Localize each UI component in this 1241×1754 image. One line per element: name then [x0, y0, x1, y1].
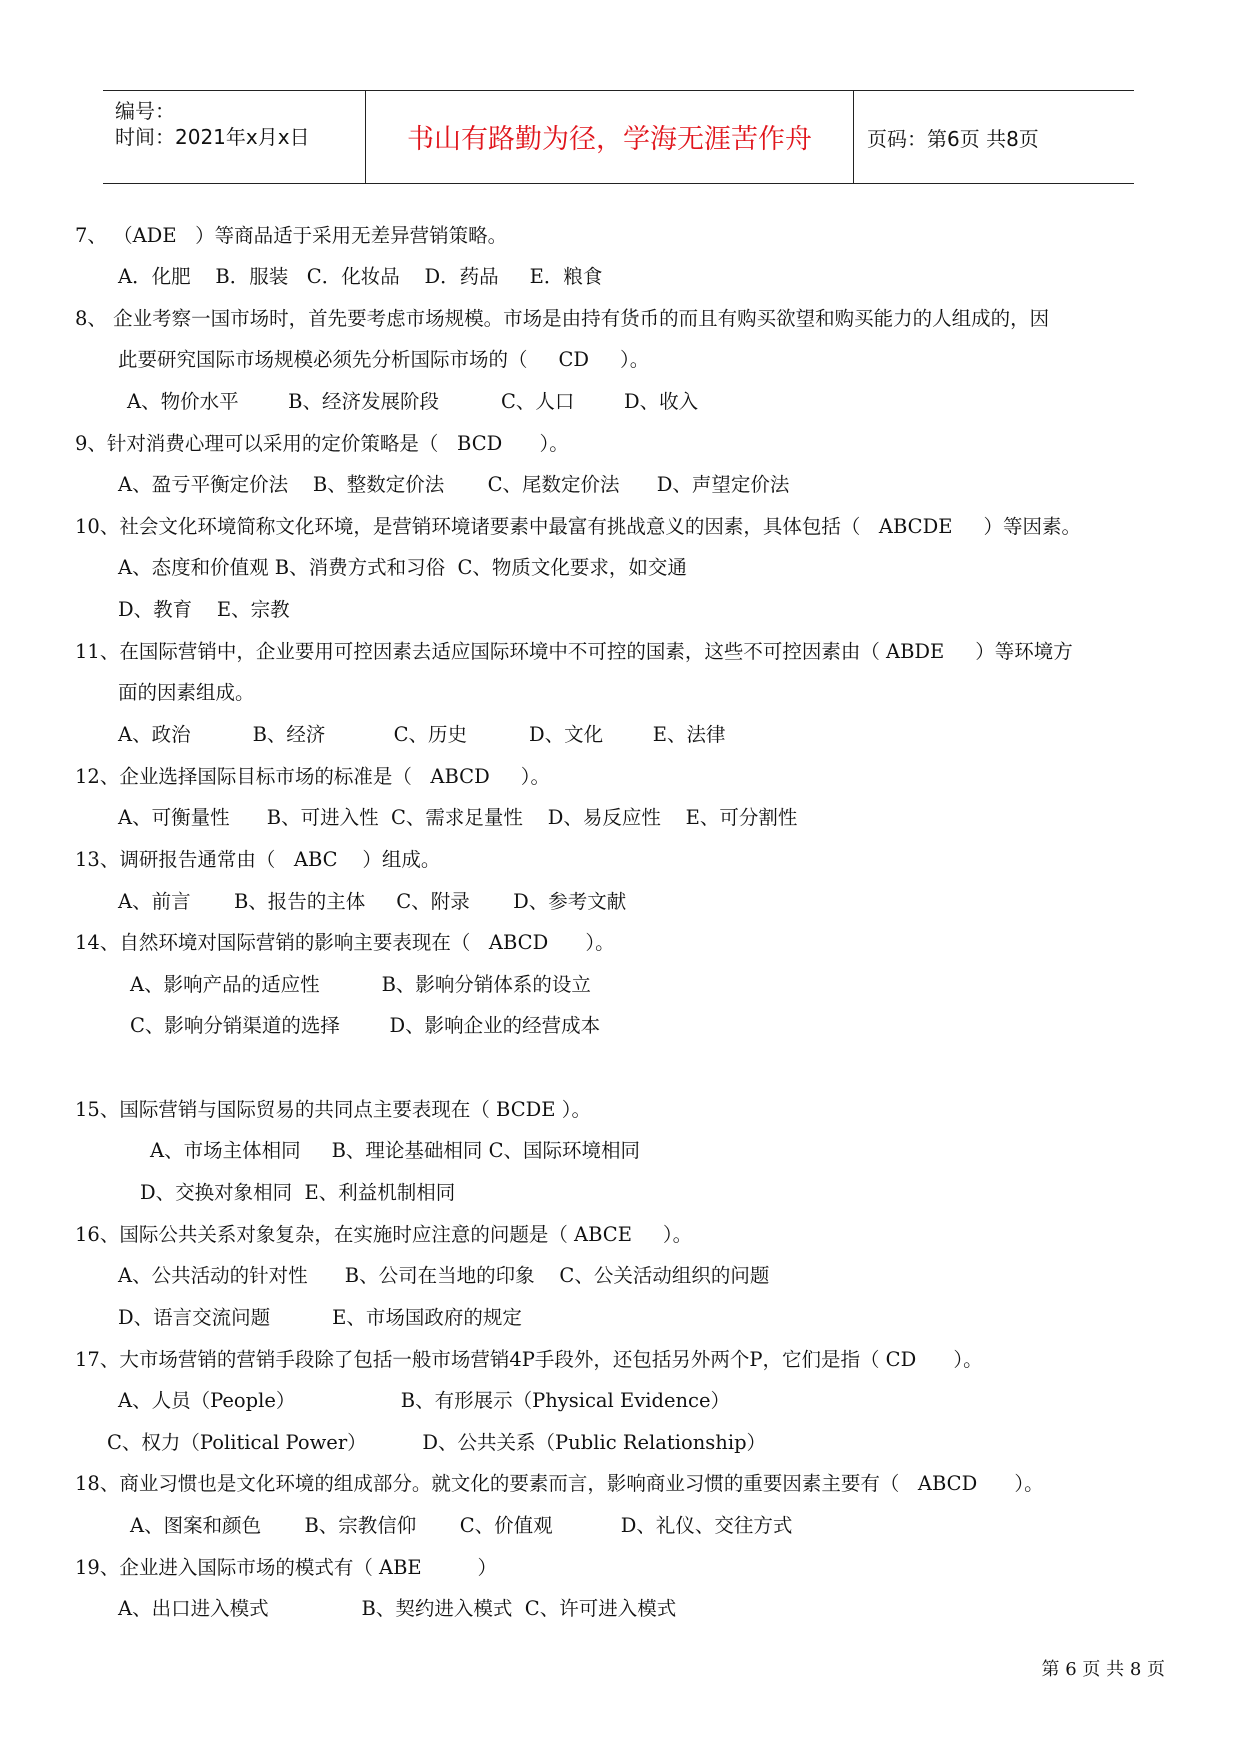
question-18-options: A、图案和颜色 B、宗教信仰 C、价值观 D、礼仪、交往方式 [130, 1514, 793, 1537]
question-9-options: A、盈亏平衡定价法 B、整数定价法 C、尾数定价法 D、声望定价法 [118, 473, 790, 496]
question-19-options: A、出口进入模式 B、契约进入模式 C、许可进入模式 [118, 1597, 677, 1620]
question-15-options-1: A、市场主体相同 B、理论基础相同 C、国际环境相同 [150, 1139, 641, 1162]
header-table [103, 90, 1134, 184]
page-info: 页码：第6页 共8页 [867, 127, 1039, 151]
question-12: 12、企业选择国际目标市场的标准是（ ABCD ）。 [75, 765, 550, 788]
question-11: 11、在国际营销中，企业要用可控因素去适应国际环境中不可控的国素，这些不可控因素由（ ABDE ）等环境方 [75, 640, 1073, 663]
question-15-options-2: D、交换对象相同 E、利益机制相同 [140, 1181, 456, 1204]
question-18: 18、商业习惯也是文化环境的组成部分。就文化的要素而言，影响商业习惯的重要因素主要有（ ABCD ）。 [75, 1472, 1044, 1495]
question-7: 7、 （ADE ）等商品适于采用无差异营销策略。 [75, 224, 508, 247]
question-16-options-2: D、语言交流问题 E、市场国政府的规定 [118, 1306, 522, 1329]
question-16-options-1: A、公共活动的针对性 B、公司在当地的印象 C、公关活动组织的问题 [118, 1264, 770, 1287]
question-14-options-2: C、影响分销渠道的选择 D、影响企业的经营成本 [130, 1014, 601, 1037]
time-label: 时间：2021年x月x日 [115, 125, 310, 149]
question-13: 13、调研报告通常由（ ABC ）组成。 [75, 848, 441, 871]
header-right-cell [855, 91, 1134, 183]
question-11-options: A、政治 B、经济 C、历史 D、文化 E、法律 [118, 723, 726, 746]
header-middle-cell [366, 91, 854, 183]
question-14: 14、自然环境对国际营销的影响主要表现在（ ABCD ）。 [75, 931, 615, 954]
question-17-options-2: C、权力（Political Power） D、公共关系（Public Relationship） [107, 1431, 767, 1454]
number-label: 编号： [115, 99, 175, 123]
question-17: 17、大市场营销的营销手段除了包括一般市场营销4P手段外，还包括另外两个P，它们是指（ CD ）。 [75, 1348, 983, 1371]
question-15: 15、国际营销与国际贸易的共同点主要表现在（ BCDE ）。 [75, 1098, 591, 1121]
question-8: 8、 企业考察一国市场时，首先要考虑市场规模。市场是由持有货币的而且有购买欲望和购买能力的人组成的，因 [75, 307, 1050, 330]
question-13-options: A、前言 B、报告的主体 C、附录 D、参考文献 [118, 890, 627, 913]
question-17-options-1: A、人员（People） B、有形展示（Physical Evidence） [118, 1389, 731, 1412]
question-10-options-1: A、态度和价值观 B、消费方式和习俗 C、物质文化要求，如交通 [118, 556, 687, 579]
question-9: 9、针对消费心理可以采用的定价策略是（ BCD ）。 [75, 432, 569, 455]
question-16: 16、国际公共关系对象复杂，在实施时应注意的问题是（ ABCE ）。 [75, 1223, 693, 1246]
header-left-cell [103, 91, 366, 183]
question-8-options: A、物价水平 B、经济发展阶段 C、人口 D、收入 [127, 390, 699, 413]
question-14-options-1: A、影响产品的适应性 B、影响分销体系的设立 [130, 973, 591, 996]
question-12-options: A、可衡量性 B、可进入性 C、需求足量性 D、易反应性 E、可分割性 [118, 806, 798, 829]
page-footer: 第 6 页 共 8 页 [1041, 1659, 1165, 1680]
question-19: 19、企业进入国际市场的模式有（ ABE ） [75, 1556, 497, 1579]
question-11-cont: 面的因素组成。 [118, 681, 255, 704]
motto: 书山有路勤为径，学海无涯苦作舟 [407, 124, 812, 155]
question-8-cont: 此要研究国际市场规模必须先分析国际市场的（ CD ）。 [118, 348, 650, 371]
question-7-options: A．化肥 B．服装 C．化妆品 D．药品 E．粮食 [118, 265, 603, 288]
question-10: 10、社会文化环境简称文化环境，是营销环境诸要素中最富有挑战意义的因素，具体包括（ ABCDE ）等因素。 [75, 515, 1081, 538]
question-10-options-2: D、教育 E、宗教 [118, 598, 290, 621]
